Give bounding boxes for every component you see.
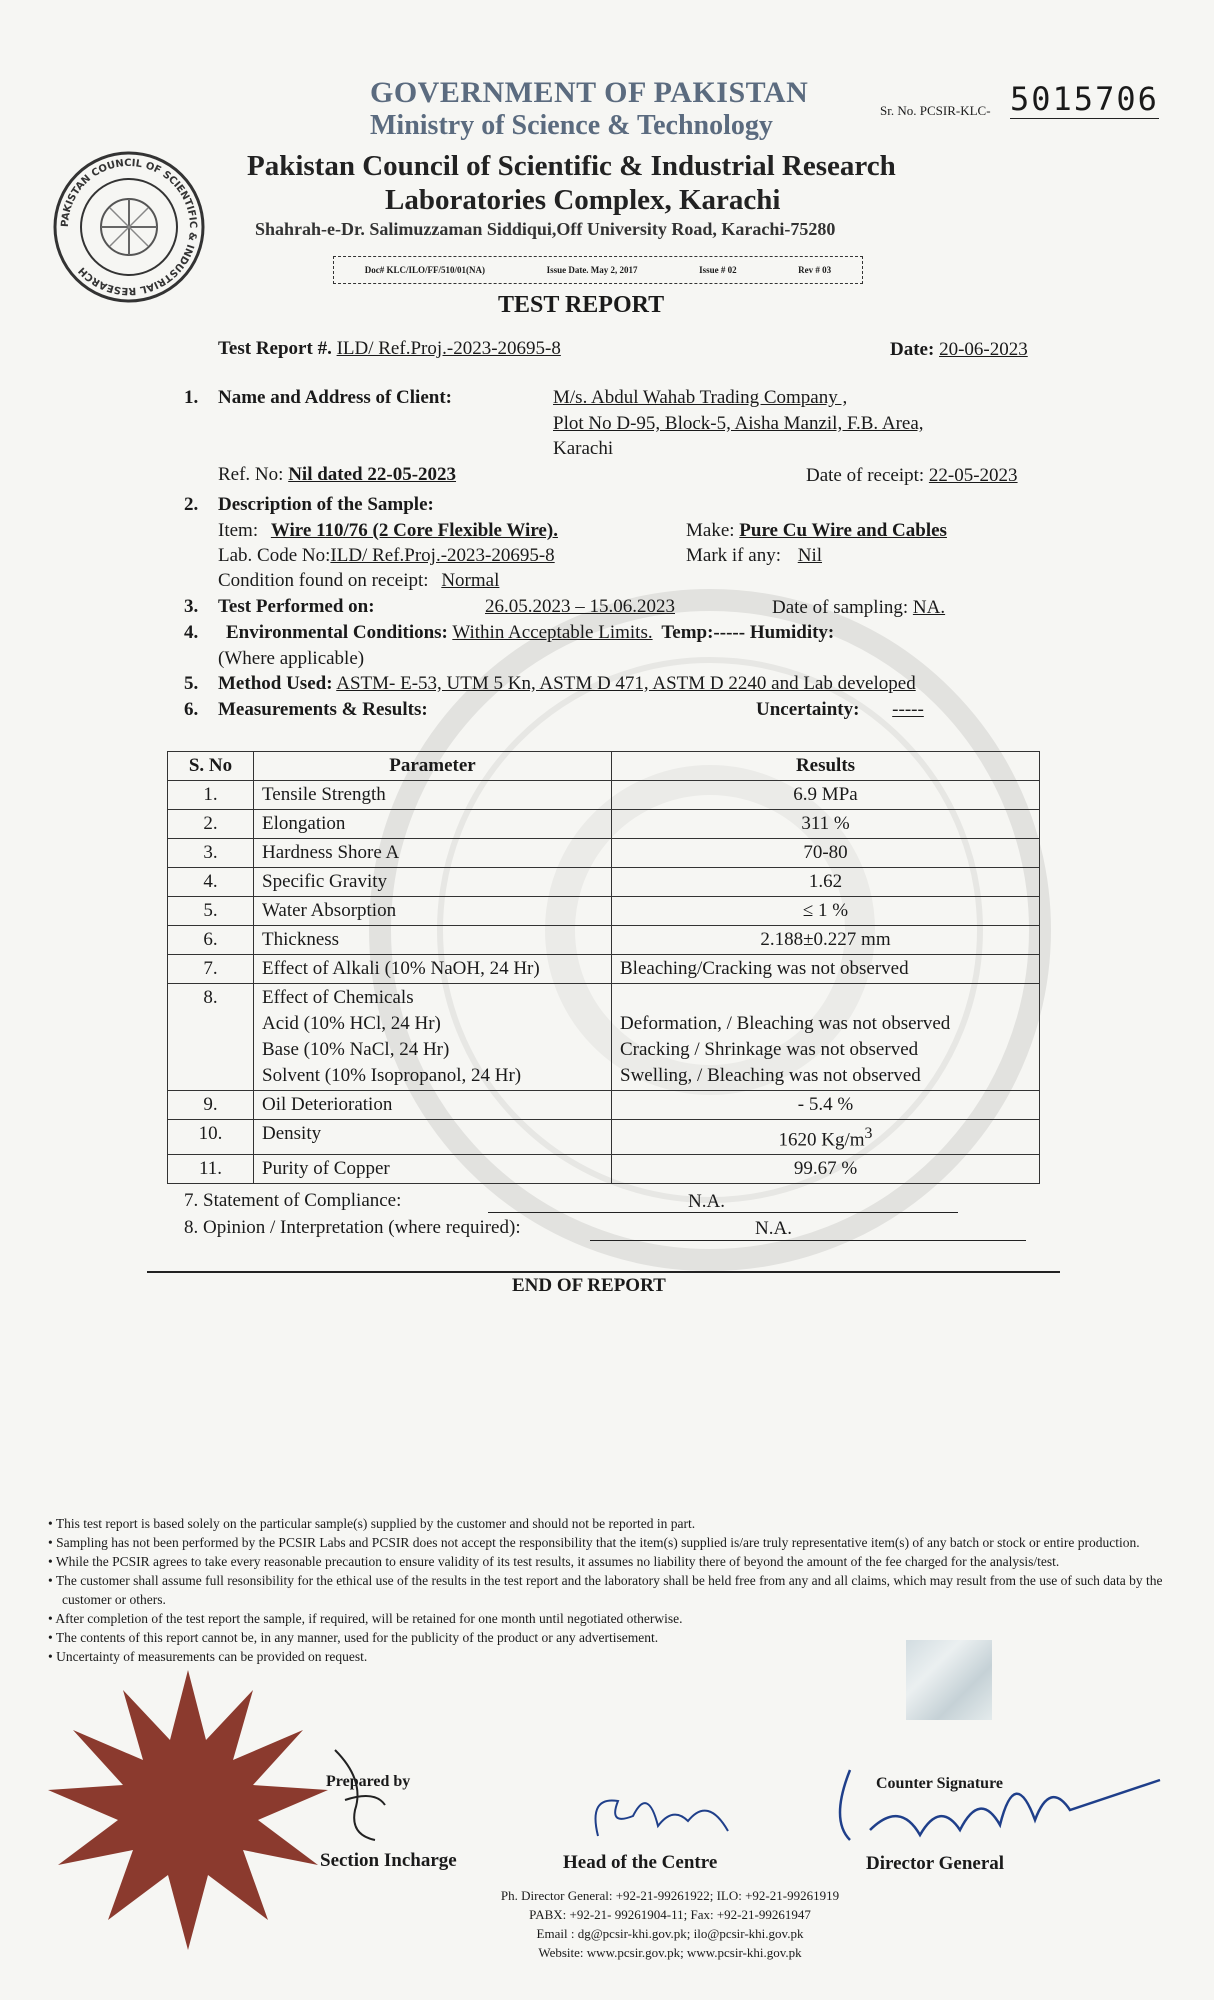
sample-label: Description of the Sample: [218,494,434,515]
signature-director [830,1760,1170,1870]
test-label: Test Performed on: [218,596,375,617]
mark-if-any: Mark if any: Nil [686,545,823,566]
issue-no: Issue # 02 [699,265,737,275]
table-row: 3. Hardness Shore A 70-80 [168,839,1040,868]
seal-text: PAKISTAN COUNCIL OF SCIENTIFIC & INDUSTRIAL RESEARCH [59,157,199,297]
table-row: 6. Thickness 2.188±0.227 mm [168,926,1040,955]
report-number: Test Report #. ILD/ Ref.Proj.-2023-20695-8 [218,338,561,359]
table-row: 4. Specific Gravity 1.62 [168,868,1040,897]
note-item: • After completion of the test report the sample, if required, will be retained for one month until negotiated otherwise. [48,1611,683,1626]
red-stamp [38,1660,338,1960]
sample-make: Make: Pure Cu Wire and Cables [686,520,947,541]
env-note: (Where applicable) [218,648,365,669]
env-line: Environmental Conditions: Within Acceptable Limits. Temp:----- Humidity: [226,622,835,643]
client-line2: Plot No D-95, Block-5, Aisha Manzil, F.B. Area, [553,413,924,434]
condition: Condition found on receipt: Normal [218,570,500,591]
opinion-value: N.A. [755,1218,792,1239]
table-row: 1. Tensile Strength 6.9 MPa [168,781,1040,810]
table-header-row [168,752,1040,781]
header-sno: S. No [168,752,254,781]
ministry-title: Ministry of Science & Technology [370,110,773,141]
test-num: 3. [184,596,199,617]
sampling-date: Date of sampling: NA. [772,597,946,618]
compliance-value: N.A. [688,1191,725,1212]
signature-section-incharge [325,1740,405,1850]
doc-control-bar [333,256,863,284]
opinion-line [590,1240,1026,1241]
table-row: 10. Density 1620 $Kg/m^3$ [168,1120,1040,1155]
client-label: Name and Address of Client: [218,387,452,408]
end-of-report: END OF REPORT [512,1275,666,1296]
ref-no: Ref. No: Nil dated 22-05-2023 [218,464,457,485]
sample-item: Item: Wire 110/76 (2 Core Flexible Wire). [218,520,558,541]
end-rule [147,1271,1060,1273]
pcsir-seal-logo [50,148,208,306]
client-line3: Karachi [553,438,614,459]
test-dates: 26.05.2023 – 15.06.2023 [485,596,675,617]
contact-email: Email : dg@pcsir-khi.gov.pk; ilo@pcsir-khi.gov.pk [536,1926,804,1941]
sr-number: 5015706 [1010,80,1159,118]
prepared-by: Prepared by [326,1773,411,1790]
sr-label: Sr. No. PCSIR-KLC- [880,103,991,118]
disclaimer-notes [44,1514,1174,1666]
head-of-centre: Head of the Centre [563,1852,718,1873]
note-item: • The customer shall assume full resonsibility for the ethical use of the results in the test report and the laboratory shall be held free from any and all claims, which may result from the use of such data by the customer or others. [48,1573,1163,1607]
rev-no: Rev # 03 [798,265,832,275]
note-item: • The contents of this report cannot be, in any manner, used for the publicity of the product or any advertisement. [48,1630,659,1645]
table-row: 7. Effect of Alkali (10% NaOH, 24 Hr) Bleaching/Cracking was not observed [168,955,1040,984]
opinion-label: 8. Opinion / Interpretation (where required): [184,1217,521,1238]
env-num: 4. [184,622,199,643]
section-incharge: Section Incharge [320,1850,457,1871]
note-item: • While the PCSIR agrees to take every reasonable precaution to ensure validity of its test results, it assumes no liability there of beyond the amount of the fee charged for the analysis/test. [48,1554,1060,1569]
org-address: Shahrah-e-Dr. Salimuzzaman Siddiqui,Off University Road, Karachi-75280 [255,219,836,239]
table-row: 11. Purity of Copper 99.67 % [168,1155,1040,1184]
contact-block [440,1886,900,1962]
issue-date: Issue Date. May 2, 2017 [546,265,638,275]
table-row: 2. Elongation 311 % [168,810,1040,839]
header-results: Results [612,752,1040,781]
method-line: Method Used: ASTM- E-53, UTM 5 Kn, ASTM D 471, ASTM D 2240 and Lab developed [218,673,916,694]
signature-head [578,1776,748,1856]
client-num: 1. [184,387,199,408]
contact-phone: Ph. Director General: +92-21-99261922; ILO: +92-21-99261919 [500,1888,840,1903]
contact-website: Website: www.pcsir.gov.pk; www.pcsir-khi.gov.pk [538,1945,802,1960]
compliance-label: 7. Statement of Compliance: [184,1190,402,1211]
hologram-sticker [906,1640,992,1720]
table-row-chemicals: 8. Effect of Chemicals Acid (10% HCl, 24 Hr) Base (10% NaCl, 24 Hr) Solvent (10% Isopropanol, 24 Hr) Deformation, / Bleaching was not observed Cracking / Shrinkage was not observed Swelling, / Bleaching was not observed [168,984,1040,1091]
note-item: • Uncertainty of measurements can be provided on request. [48,1649,368,1664]
contact-pabx: PABX: +92-21- 99261904-11; Fax: +92-21-99261947 [529,1907,811,1922]
receipt-date: Date of receipt: 22-05-2023 [806,465,1018,486]
report-date: Date: 20-06-2023 [890,339,1028,360]
uncertainty: Uncertainty: ----- [756,699,924,720]
results-table [167,751,1040,1184]
director-general: Director General [866,1853,1005,1874]
counter-signature: Counter Signature [876,1775,1003,1792]
measure-label: Measurements & Results: [218,699,428,720]
gov-title: GOVERNMENT OF PAKISTAN [370,76,809,109]
note-item: • Sampling has not been performed by the PCSIR Labs and PCSIR does not accept the responsibility that the item(s) supplied is/are truly representative item(s) of any batch or stock or entire production. [48,1535,1140,1550]
note-item: • This test report is based solely on the particular sample(s) supplied by the customer and should not be reported in part. [48,1516,696,1531]
measure-num: 6. [184,699,199,720]
doc-no: Doc# KLC/ILO/FF/510/01(NA) [364,265,486,275]
report-title: TEST REPORT [498,292,665,318]
table-row: 9. Oil Deterioration - 5.4 % [168,1091,1040,1120]
table-row: 5. Water Absorption ≤ 1 % [168,897,1040,926]
client-line1: M/s. Abdul Wahab Trading Company , [553,387,848,408]
header-parameter: Parameter [254,752,612,781]
lab-code: Lab. Code No:ILD/ Ref.Proj.-2023-20695-8 [218,545,555,566]
sample-num: 2. [184,494,199,515]
method-num: 5. [184,673,199,694]
org-title: Pakistan Council of Scientific & Industrial Research [247,150,896,182]
lab-title: Laboratories Complex, Karachi [385,184,781,216]
